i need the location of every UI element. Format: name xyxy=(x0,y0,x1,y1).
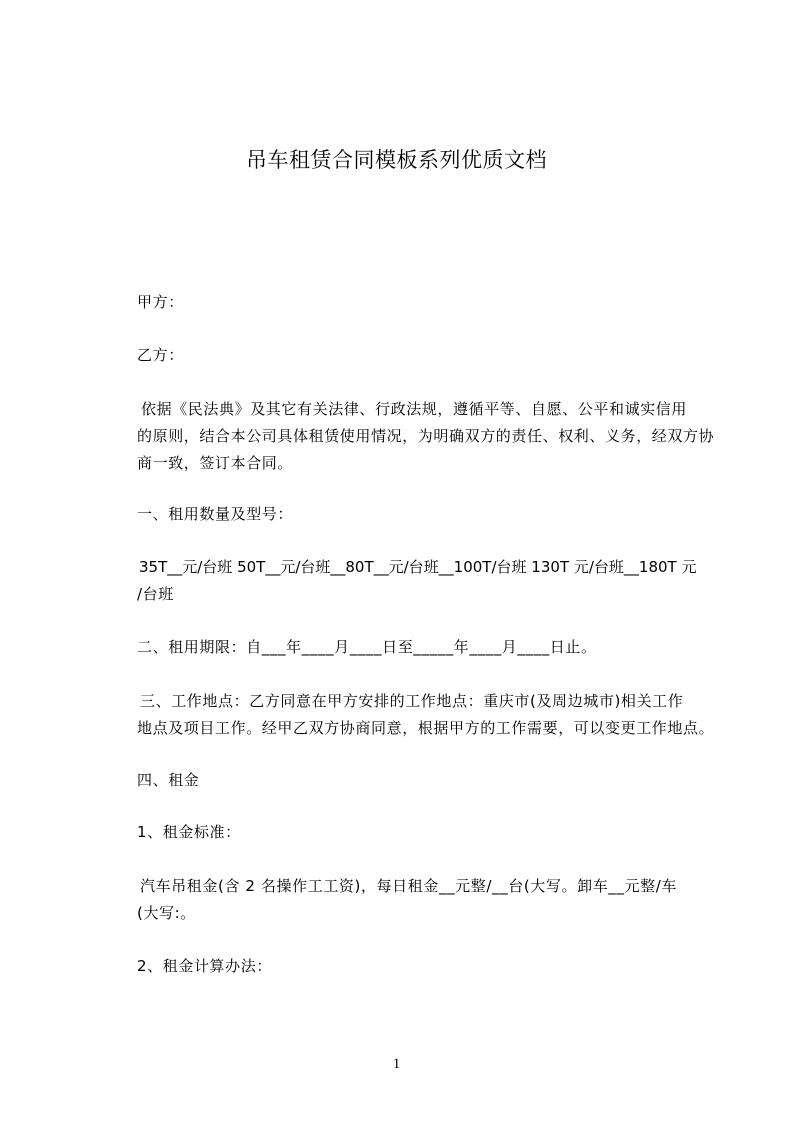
document-title: 吊车租赁合同模板系列优质文档 xyxy=(246,148,547,172)
party-b-line: 乙方： xyxy=(137,346,184,364)
rent-standard-heading: 1、租金标准： xyxy=(137,823,241,841)
rent-calc-heading: 2、租金计算办法： xyxy=(137,957,272,975)
rent-standard-line-1: 汽车吊租金(含 2 名操作工工资)，每日租金__元整/__台(大写。卸车__元整/车 xyxy=(140,877,677,895)
rent-standard-line-2: (大写:。 xyxy=(137,904,196,922)
section-3-line-1: 三、工作地点：乙方同意在甲方安排的工作地点：重庆市(及周边城市)相关工作 xyxy=(140,692,684,710)
models-line-2: /台班 xyxy=(137,585,174,603)
section-3-line-2: 地点及项目工作。经甲乙双方协商同意，根据甲方的工作需要，可以变更工作地点。 xyxy=(137,719,715,737)
party-a-line: 甲方： xyxy=(137,293,184,311)
models-line-1: 35T__元/台班 50T__元/台班__80T__元/台班__100T/台班 130T 元/台班__180T 元 xyxy=(139,558,697,576)
section-1-heading: 一、租用数量及型号： xyxy=(137,505,294,523)
preamble-line-2: 的原则，结合本公司具体租赁使用情况，为明确双方的责任、权利、义务，经双方协 xyxy=(137,427,715,445)
preamble-line-1: 依据《民法典》及其它有关法律、行政法规，遵循平等、自愿、公平和诚实信用 xyxy=(141,400,688,418)
section-2-term: 二、租用期限：自___年____月____日至_____年____月____日止。 xyxy=(137,638,597,656)
preamble-line-3: 商一致，签订本合同。 xyxy=(137,454,294,472)
page-number: 1 xyxy=(392,1056,401,1072)
section-4-heading: 四、租金 xyxy=(137,771,200,789)
